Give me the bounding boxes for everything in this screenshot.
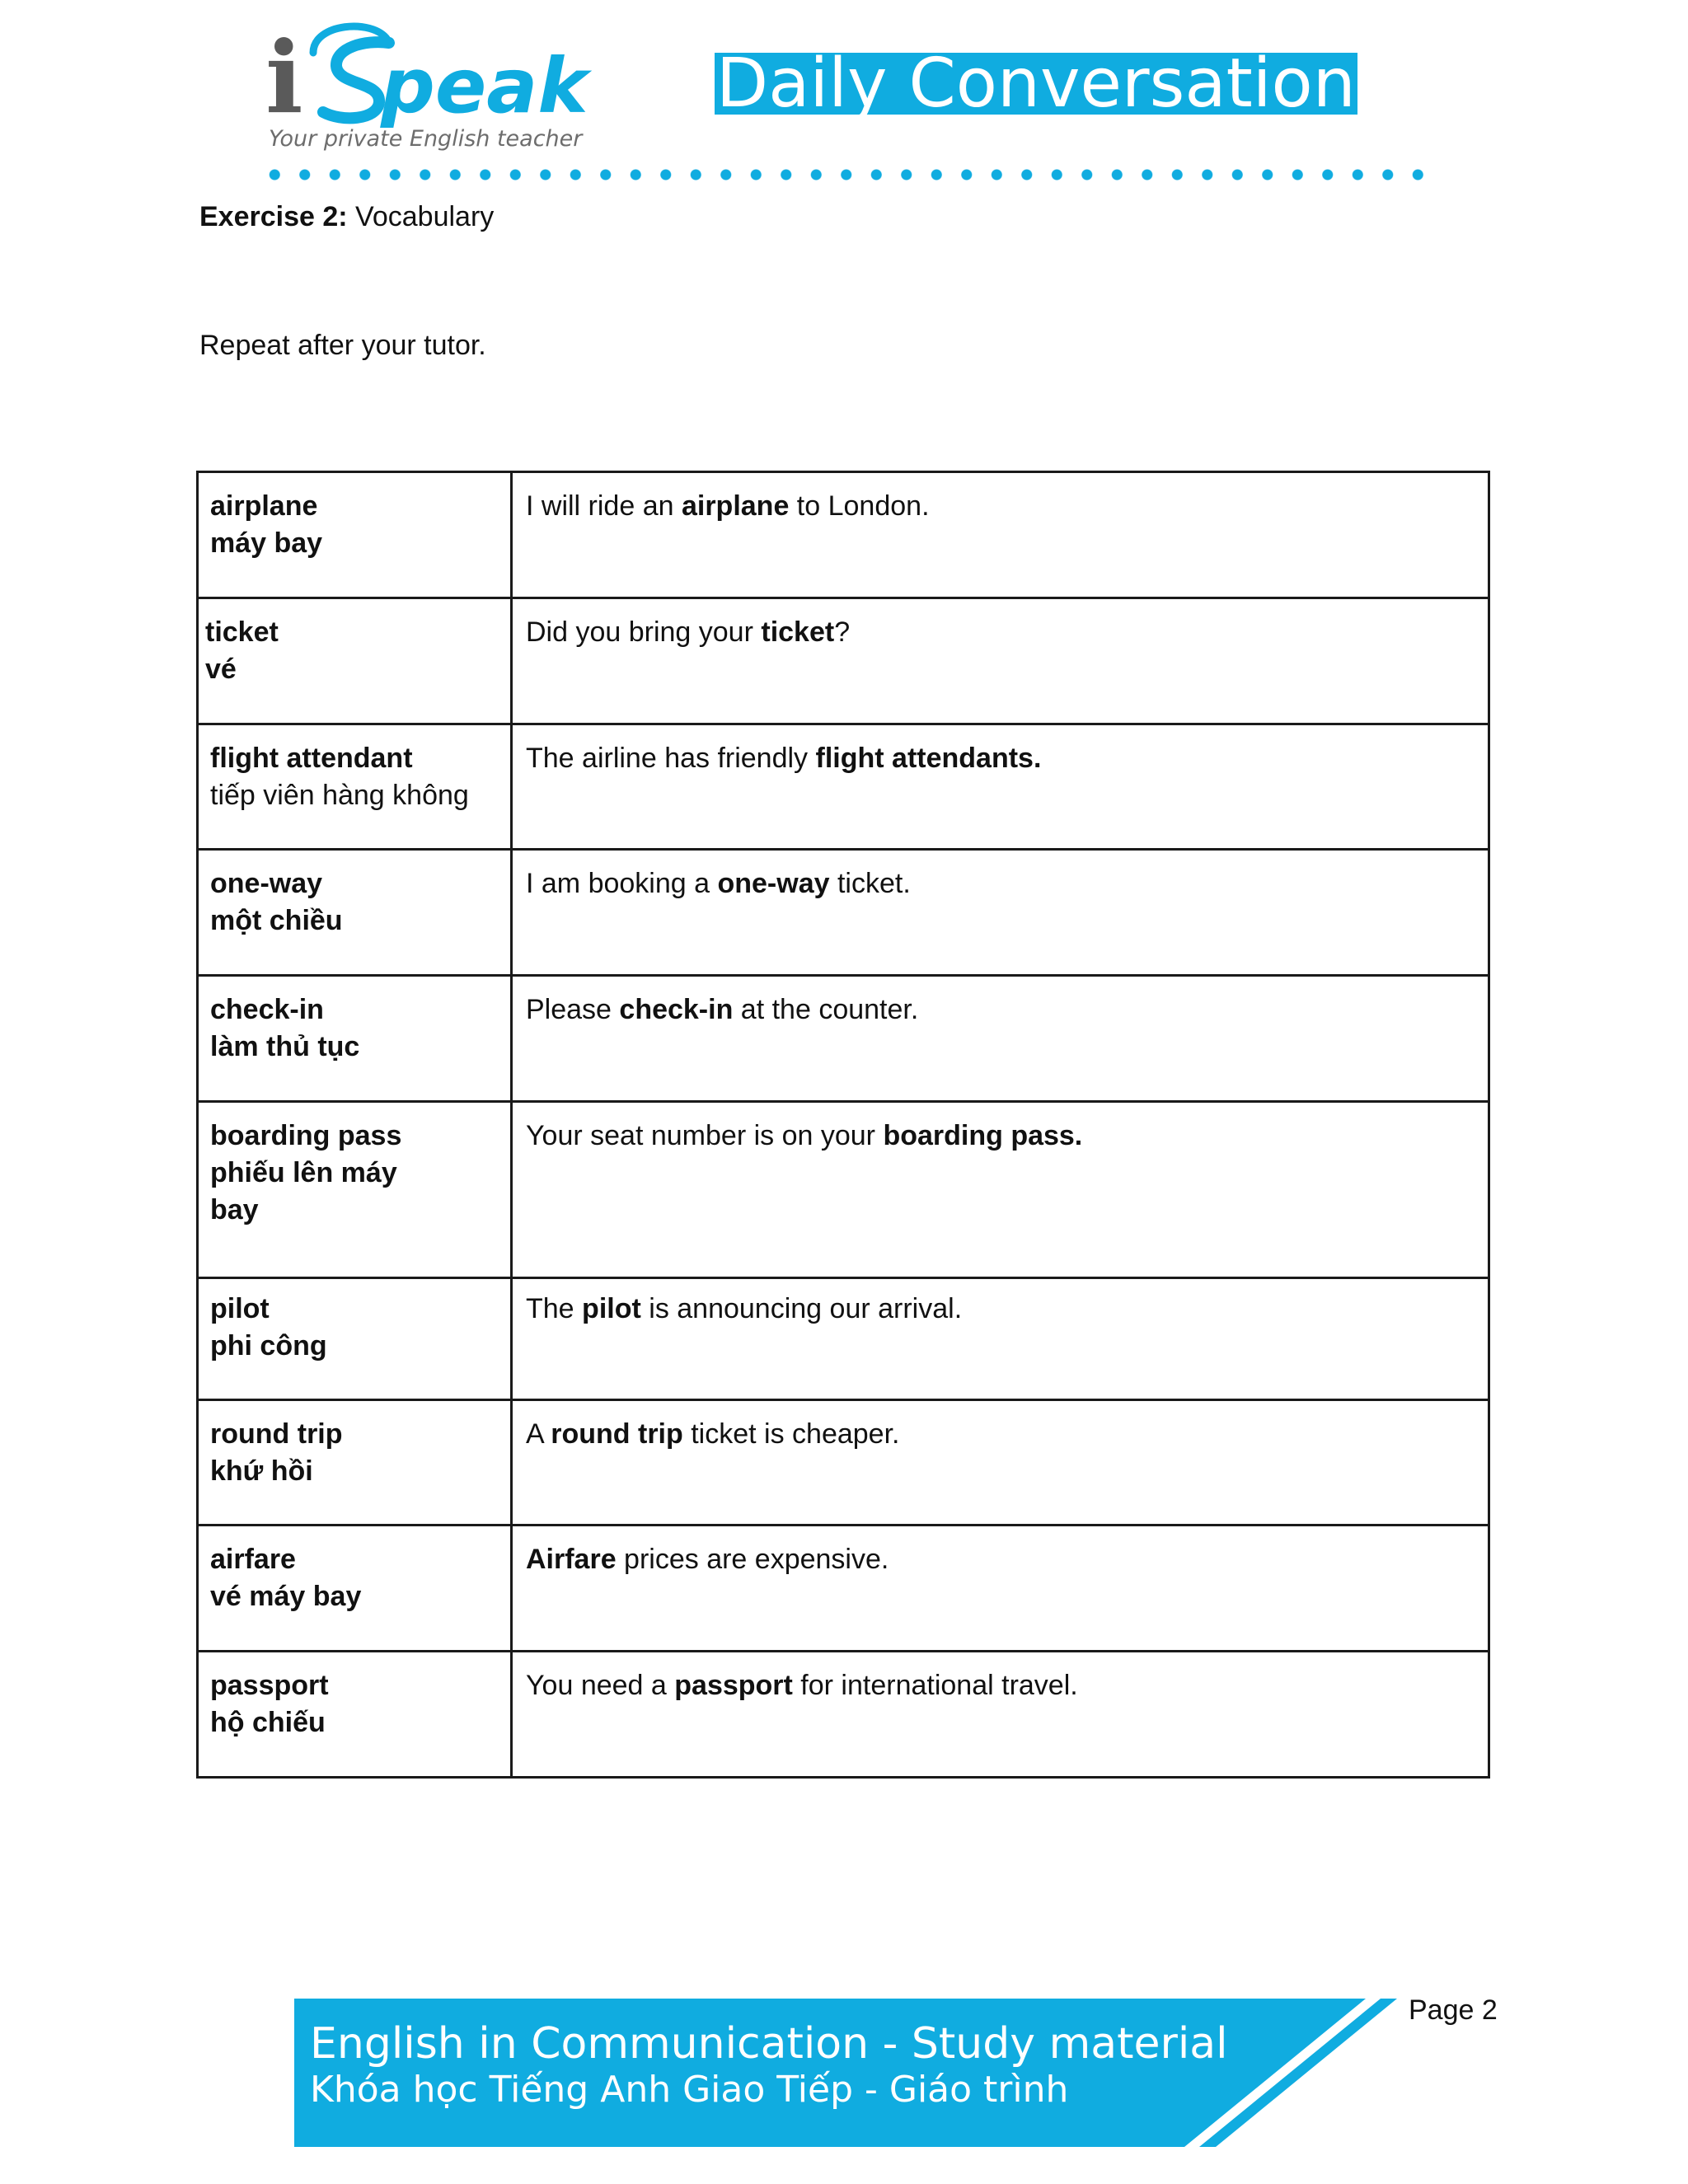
example-cell	[512, 472, 1489, 598]
example-keyword: boarding pass.	[883, 1119, 1083, 1151]
instruction-text: Repeat after your tutor.	[199, 330, 486, 361]
term-word: airfare	[210, 1544, 296, 1576]
term-cell	[198, 1101, 512, 1278]
term-translation: phiếu lên máy bay	[210, 1156, 397, 1226]
table-row	[198, 976, 1489, 1102]
page-number: Page 2	[1409, 1994, 1498, 2026]
document-title: Daily Conversation	[716, 45, 1356, 123]
table-row	[198, 850, 1489, 976]
example-keyword: flight attendants.	[815, 742, 1042, 774]
example-cell	[512, 1101, 1489, 1278]
table-row	[198, 1526, 1489, 1652]
example-text: The	[526, 1293, 583, 1325]
term-word: round trip	[210, 1418, 343, 1450]
term-translation: một chiều	[210, 905, 343, 937]
table-row	[198, 472, 1489, 598]
example-text: ticket is cheaper.	[682, 1418, 900, 1450]
logo-text-peak: peak	[381, 42, 588, 130]
term-word: check-in	[210, 994, 324, 1025]
term-translation: tiếp viên hàng không	[210, 779, 469, 811]
term-cell	[198, 1399, 512, 1526]
example-cell	[512, 1399, 1489, 1526]
example-keyword: one-way	[717, 868, 830, 900]
term-cell	[198, 472, 512, 598]
term-translation: hộ chiếu	[210, 1707, 326, 1739]
example-cell	[512, 598, 1489, 724]
term-word: flight attendant	[210, 742, 413, 774]
example-text: I am booking a	[526, 868, 718, 900]
term-cell	[198, 724, 512, 850]
example-text: to London.	[789, 490, 930, 522]
term-translation: vé	[205, 653, 237, 685]
term-word: boarding pass	[210, 1119, 402, 1151]
footer-course-title: English in Communication - Study material	[310, 2019, 1228, 2069]
table-row	[198, 724, 1489, 850]
logo-text-i: i	[265, 20, 303, 136]
example-cell	[512, 1278, 1489, 1399]
term-cell	[198, 598, 512, 724]
exercise-topic: Vocabulary	[355, 201, 495, 232]
example-keyword: Airfare	[526, 1544, 617, 1576]
term-translation: máy bay	[210, 527, 323, 559]
term-translation: khứ hồi	[210, 1455, 313, 1487]
table-row	[198, 1399, 1489, 1526]
example-text: I will ride an	[526, 490, 682, 522]
table-row	[198, 1652, 1489, 1778]
table-row	[198, 598, 1489, 724]
term-word: airplane	[210, 490, 318, 522]
term-word: ticket	[205, 616, 279, 648]
example-cell	[512, 976, 1489, 1102]
vocabulary-table	[196, 471, 1490, 1779]
term-translation: vé máy bay	[210, 1581, 362, 1613]
example-text: Did you bring your	[526, 616, 762, 648]
example-cell	[512, 724, 1489, 850]
example-cell	[512, 850, 1489, 976]
example-text: ticket.	[829, 868, 911, 900]
example-text: A	[526, 1418, 551, 1450]
term-cell	[198, 1652, 512, 1778]
example-text: for international travel.	[792, 1670, 1078, 1702]
table-row	[198, 1101, 1489, 1278]
dotted-divider	[260, 165, 1434, 185]
exercise-label: Exercise 2:	[199, 201, 348, 232]
example-keyword: passport	[674, 1670, 793, 1702]
term-word: passport	[210, 1670, 329, 1702]
term-word: one-way	[210, 868, 323, 900]
example-text: ?	[834, 616, 851, 648]
term-word: pilot	[210, 1293, 270, 1325]
term-translation: phi công	[210, 1330, 327, 1362]
example-text: The airline has friendly	[526, 742, 816, 774]
example-cell	[512, 1526, 1489, 1652]
example-keyword: round trip	[551, 1418, 683, 1450]
example-text: at the counter.	[733, 994, 919, 1025]
exercise-heading	[199, 201, 494, 233]
logo-tagline: Your private English teacher	[269, 126, 583, 152]
example-keyword: airplane	[681, 490, 790, 522]
example-text: Please	[526, 994, 620, 1025]
term-cell	[198, 850, 512, 976]
example-keyword: ticket	[761, 616, 835, 648]
term-cell	[198, 1526, 512, 1652]
example-text: You need a	[526, 1670, 675, 1702]
example-cell	[512, 1652, 1489, 1778]
example-keyword: pilot	[582, 1293, 641, 1325]
example-text: Your seat number is on your	[526, 1119, 884, 1151]
term-cell	[198, 1278, 512, 1399]
term-translation: làm thủ tục	[210, 1031, 360, 1062]
footer-course-subtitle: Khóa học Tiếng Anh Giao Tiếp - Giáo trình	[310, 2069, 1069, 2111]
example-text: prices are expensive.	[616, 1544, 889, 1576]
example-keyword: check-in	[619, 994, 734, 1025]
example-text: is announcing our arrival.	[640, 1293, 963, 1325]
term-cell	[198, 976, 512, 1102]
table-row	[198, 1278, 1489, 1399]
